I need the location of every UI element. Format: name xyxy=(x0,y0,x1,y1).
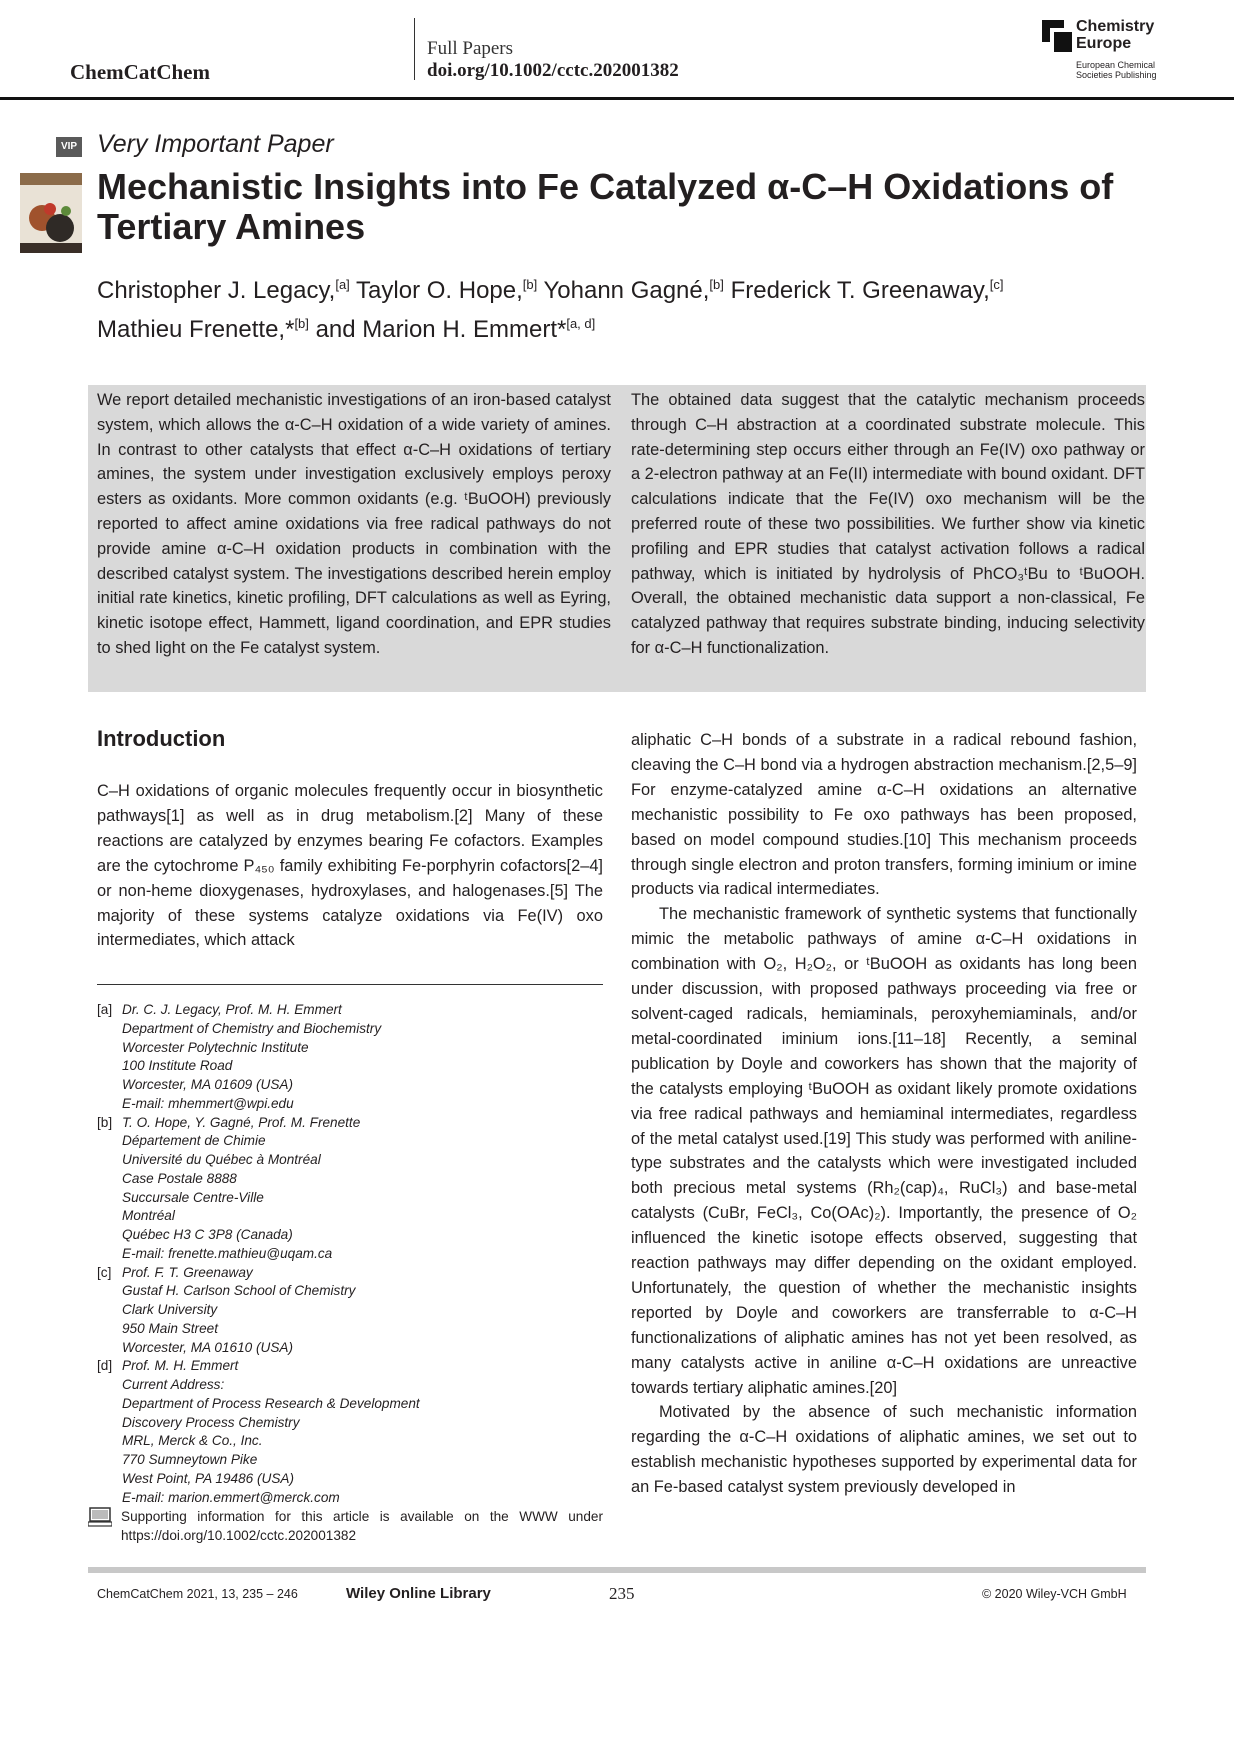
affiliation-line: E-mail: frenette.mathieu@uqam.ca xyxy=(122,1245,333,1261)
section-heading: Introduction xyxy=(97,726,226,751)
affiliation-address xyxy=(122,1114,360,1264)
copyright: © 2020 Wiley-VCH GmbH xyxy=(982,1587,1127,1601)
affiliation-line: Dr. C. J. Legacy, Prof. M. H. Emmert xyxy=(122,1002,342,1017)
affiliation-item xyxy=(97,1114,617,1264)
affiliation-line: Department of Process Research & Development xyxy=(122,1395,420,1411)
body-right-column xyxy=(631,728,1137,1500)
vip-label: Very Important Paper xyxy=(97,130,334,158)
affiliation-line: Discovery Process Chemistry xyxy=(122,1414,300,1430)
affiliation-line: Department of Chemistry and Biochemistry xyxy=(122,1020,382,1036)
affiliation-item xyxy=(97,1264,617,1358)
header-rule xyxy=(0,97,1234,100)
affiliation-item xyxy=(97,1357,617,1507)
author[interactable]: Taylor O. Hope,[b] xyxy=(356,277,538,304)
affiliation-address xyxy=(122,1001,381,1114)
journal-name: ChemCatChem xyxy=(70,60,210,84)
body-left-column xyxy=(97,779,603,953)
affiliation-line: Succursale Centre-Ville xyxy=(122,1189,264,1205)
affiliation-line: Prof. M. H. Emmert xyxy=(122,1358,239,1374)
footer-citation: ChemCatChem 2021, 13, 235 – 246 xyxy=(97,1587,298,1601)
paragraph: Motivated by the absence of such mechanistic information regarding the α-C–H oxidations of aliphatic amines, we set out to establish mechanistic hypotheses supported by experimental data for an Fe-based catalyst system previously developed in xyxy=(631,1403,1137,1497)
paragraph: aliphatic C–H bonds of a substrate in a radical rebound fashion, cleaving the C–H bond via a hydrogen abstraction mechanism.[2,5–9] For enzyme-catalyzed amine α-C–H oxidations an alternative mechanistic possibility to Fe oxo pathways has been proposed, based on model compound studies.[10] This mechanism proceeds through single electron and proton transfers, forming iminium or imine products via radical intermediates. xyxy=(631,731,1137,899)
paper-title: Mechanistic Insights into Fe Catalyzed α-C–H Oxidations of Tertiary Amines xyxy=(97,166,1114,247)
affiliation-label: [b] xyxy=(97,1114,113,1130)
author[interactable]: Mathieu Frenette,*[b] xyxy=(97,316,309,343)
affiliation-line: E-mail: mhemmert@wpi.edu xyxy=(122,1095,294,1111)
affiliation-line: Worcester, MA 01610 (USA) xyxy=(122,1339,293,1355)
affiliation-label: [d] xyxy=(97,1358,113,1374)
affiliation-line: Québec H3 C 3P8 (Canada) xyxy=(122,1227,293,1242)
journal-cover-thumbnail-icon xyxy=(20,173,82,253)
affiliation-line: T. O. Hope, Y. Gagné, Prof. M. Frenette xyxy=(122,1114,361,1130)
page-number: 235 xyxy=(609,1584,635,1603)
affiliation-address xyxy=(122,1264,355,1358)
affiliation-line: Prof. F. T. Greenaway xyxy=(122,1264,253,1280)
affiliation-line: Département de Chimie xyxy=(122,1133,266,1149)
affiliation-line: Université du Québec à Montréal xyxy=(122,1152,321,1167)
footer-rule xyxy=(88,1567,1146,1573)
abstract-box xyxy=(88,385,1146,692)
affiliation-line: Worcester, MA 01609 (USA) xyxy=(122,1077,293,1092)
author[interactable]: and Marion H. Emmert*[a, d] xyxy=(315,316,596,343)
affiliation-label: [a] xyxy=(97,1002,113,1017)
affiliation-line: Current Address: xyxy=(122,1377,225,1392)
affiliation-line: Clark University xyxy=(122,1302,218,1317)
affiliation-line: 100 Institute Road xyxy=(122,1058,233,1074)
supporting-info-note[interactable]: Supporting information for this article is available on the WWW under https://doi.org/10.1002/cctc.202001382 xyxy=(121,1509,603,1543)
paragraph: The mechanistic framework of synthetic systems that functionally mimic the metabolic pathways of amine α-C–H oxidations in combination with O₂, H₂O₂, or ᵗBuOOH as oxidants has long been under discussion, with proposed pathways proceeding via free or solvent-caged radicals, hemiaminals, peroxyhemiaminals, and/or metal-coordinated iminium ions.[11–18] Recently, a seminal publication by Doyle and coworkers has shown that the majority of the catalysts employing ᵗBuOOH as oxidant likely promote oxidations via free radical pathways and hemiaminal intermediates, regardless of the metal catalyst used.[19] This study was performed with aniline-type substrates and the catalysts which were investigated included both precious metal systems (Rh₂(cap)₄, RuCl₃) and base-metal catalysts (CuBr, FeCl₃, Co(OAc)₂). Importantly, the presence of O₂ influenced the kinetic isotope effects observed, suggesting that reaction pathways may differ depending on the oxidant employed. Unfortunately, the question of whether the mechanistic insights reported by Doyle and coworkers are transferrable to α-C–H functionalizations of aliphatic amines has not yet been resolved, as many catalysts active in aniline α-C–H oxidations are unreactive towards tertiary aliphatic amines.[20] xyxy=(631,905,1137,1397)
affiliation-item xyxy=(97,1001,617,1114)
wiley-online-library-link[interactable]: Wiley Online Library xyxy=(346,1585,491,1602)
affiliation-address xyxy=(122,1357,420,1507)
footnote-rule xyxy=(97,984,603,985)
doi-link[interactable]: doi.org/10.1002/cctc.202001382 xyxy=(427,60,679,81)
computer-icon xyxy=(88,1507,112,1527)
publisher-subtitle: European Chemical Societies Publishing xyxy=(1076,60,1157,80)
affiliation-line: MRL, Merck & Co., Inc. xyxy=(122,1433,263,1449)
author[interactable]: Frederick T. Greenaway,[c] xyxy=(730,277,1004,304)
section-label: Full Papers xyxy=(427,38,514,59)
affiliation-label: [c] xyxy=(97,1264,112,1280)
header-divider xyxy=(414,18,415,80)
affiliation-line: Case Postale 8888 xyxy=(122,1170,237,1186)
affiliations xyxy=(97,1001,617,1507)
author[interactable]: Yohann Gagné,[b] xyxy=(543,277,724,304)
publisher-name: Chemistry Europe xyxy=(1076,18,1155,52)
chemistry-europe-logo-icon xyxy=(1042,20,1072,52)
publisher-logo[interactable] xyxy=(1042,18,1172,88)
paragraph: C–H oxidations of organic molecules frequently occur in biosynthetic pathways[1] as well as in drug metabolism.[2] Many of these reactions are catalyzed by enzymes bearing Fe cofactors. Examples are the cytochrome P₄₅₀ family exhibiting Fe-porphyrin cofactors[2–4] or non-heme dioxygenases, hydroxylases, and halogenases.[5] The majority of these systems catalyze oxidations via Fe(IV) oxo intermediates, which attack xyxy=(97,782,603,950)
affiliation-line: E-mail: marion.emmert@merck.com xyxy=(122,1489,340,1505)
author-list xyxy=(97,268,1177,346)
affiliation-line: West Point, PA 19486 (USA) xyxy=(122,1470,295,1486)
abstract-left-column: We report detailed mechanistic investigations of an iron-based catalyst system, which allows the α-C–H oxidation of a wide variety of amines. In contrast to other catalysts that effect α-C–H oxidations of tertiary amines, the system under investigation exclusively employs peroxy esters as oxidants. More common oxidants (e.g. ᵗBuOOH) previously reported to affect amine oxidations via free radical pathways do not provide amine α-C–H oxidation products in combination with the described catalyst system. The investigations described herein employ initial rate kinetics, kinetic profiling, DFT calculations as well as Eyring, kinetic isotope effect, Hammett, ligand coordination, and EPR studies to shed light on the Fe catalyst system. xyxy=(97,391,611,657)
affiliation-line: 770 Sumneytown Pike xyxy=(122,1452,258,1467)
affiliation-line: Gustaf H. Carlson School of Chemistry xyxy=(122,1283,356,1299)
affiliation-line: Worcester Polytechnic Institute xyxy=(122,1039,309,1055)
affiliation-line: 950 Main Street xyxy=(122,1320,218,1336)
author[interactable]: Christopher J. Legacy,[a] xyxy=(97,277,350,304)
abstract-right-column: The obtained data suggest that the catalytic mechanism proceeds through C–H abstraction at a coordinated substrate molecule. This rate-determining step occurs either through an Fe(IV) oxo pathway or a 2-electron pathway at an Fe(II) intermediate with bound oxidant. DFT calculations indicate that the Fe(IV) oxo mechanism will be the preferred route of these two possibilities. We further show via kinetic profiling and EPR studies that catalyst activation follows a radical pathway, which is initiated by hydrolysis of PhCO₃ᵗBu to ᵗBuOOH. Overall, the obtained mechanistic data support a non-classical, Fe catalyzed pathway that requires substrate binding, inducing selectivity for α-C–H functionalization. xyxy=(631,391,1145,657)
vip-badge: VIP xyxy=(56,137,82,157)
affiliation-line: Montréal xyxy=(122,1208,175,1224)
